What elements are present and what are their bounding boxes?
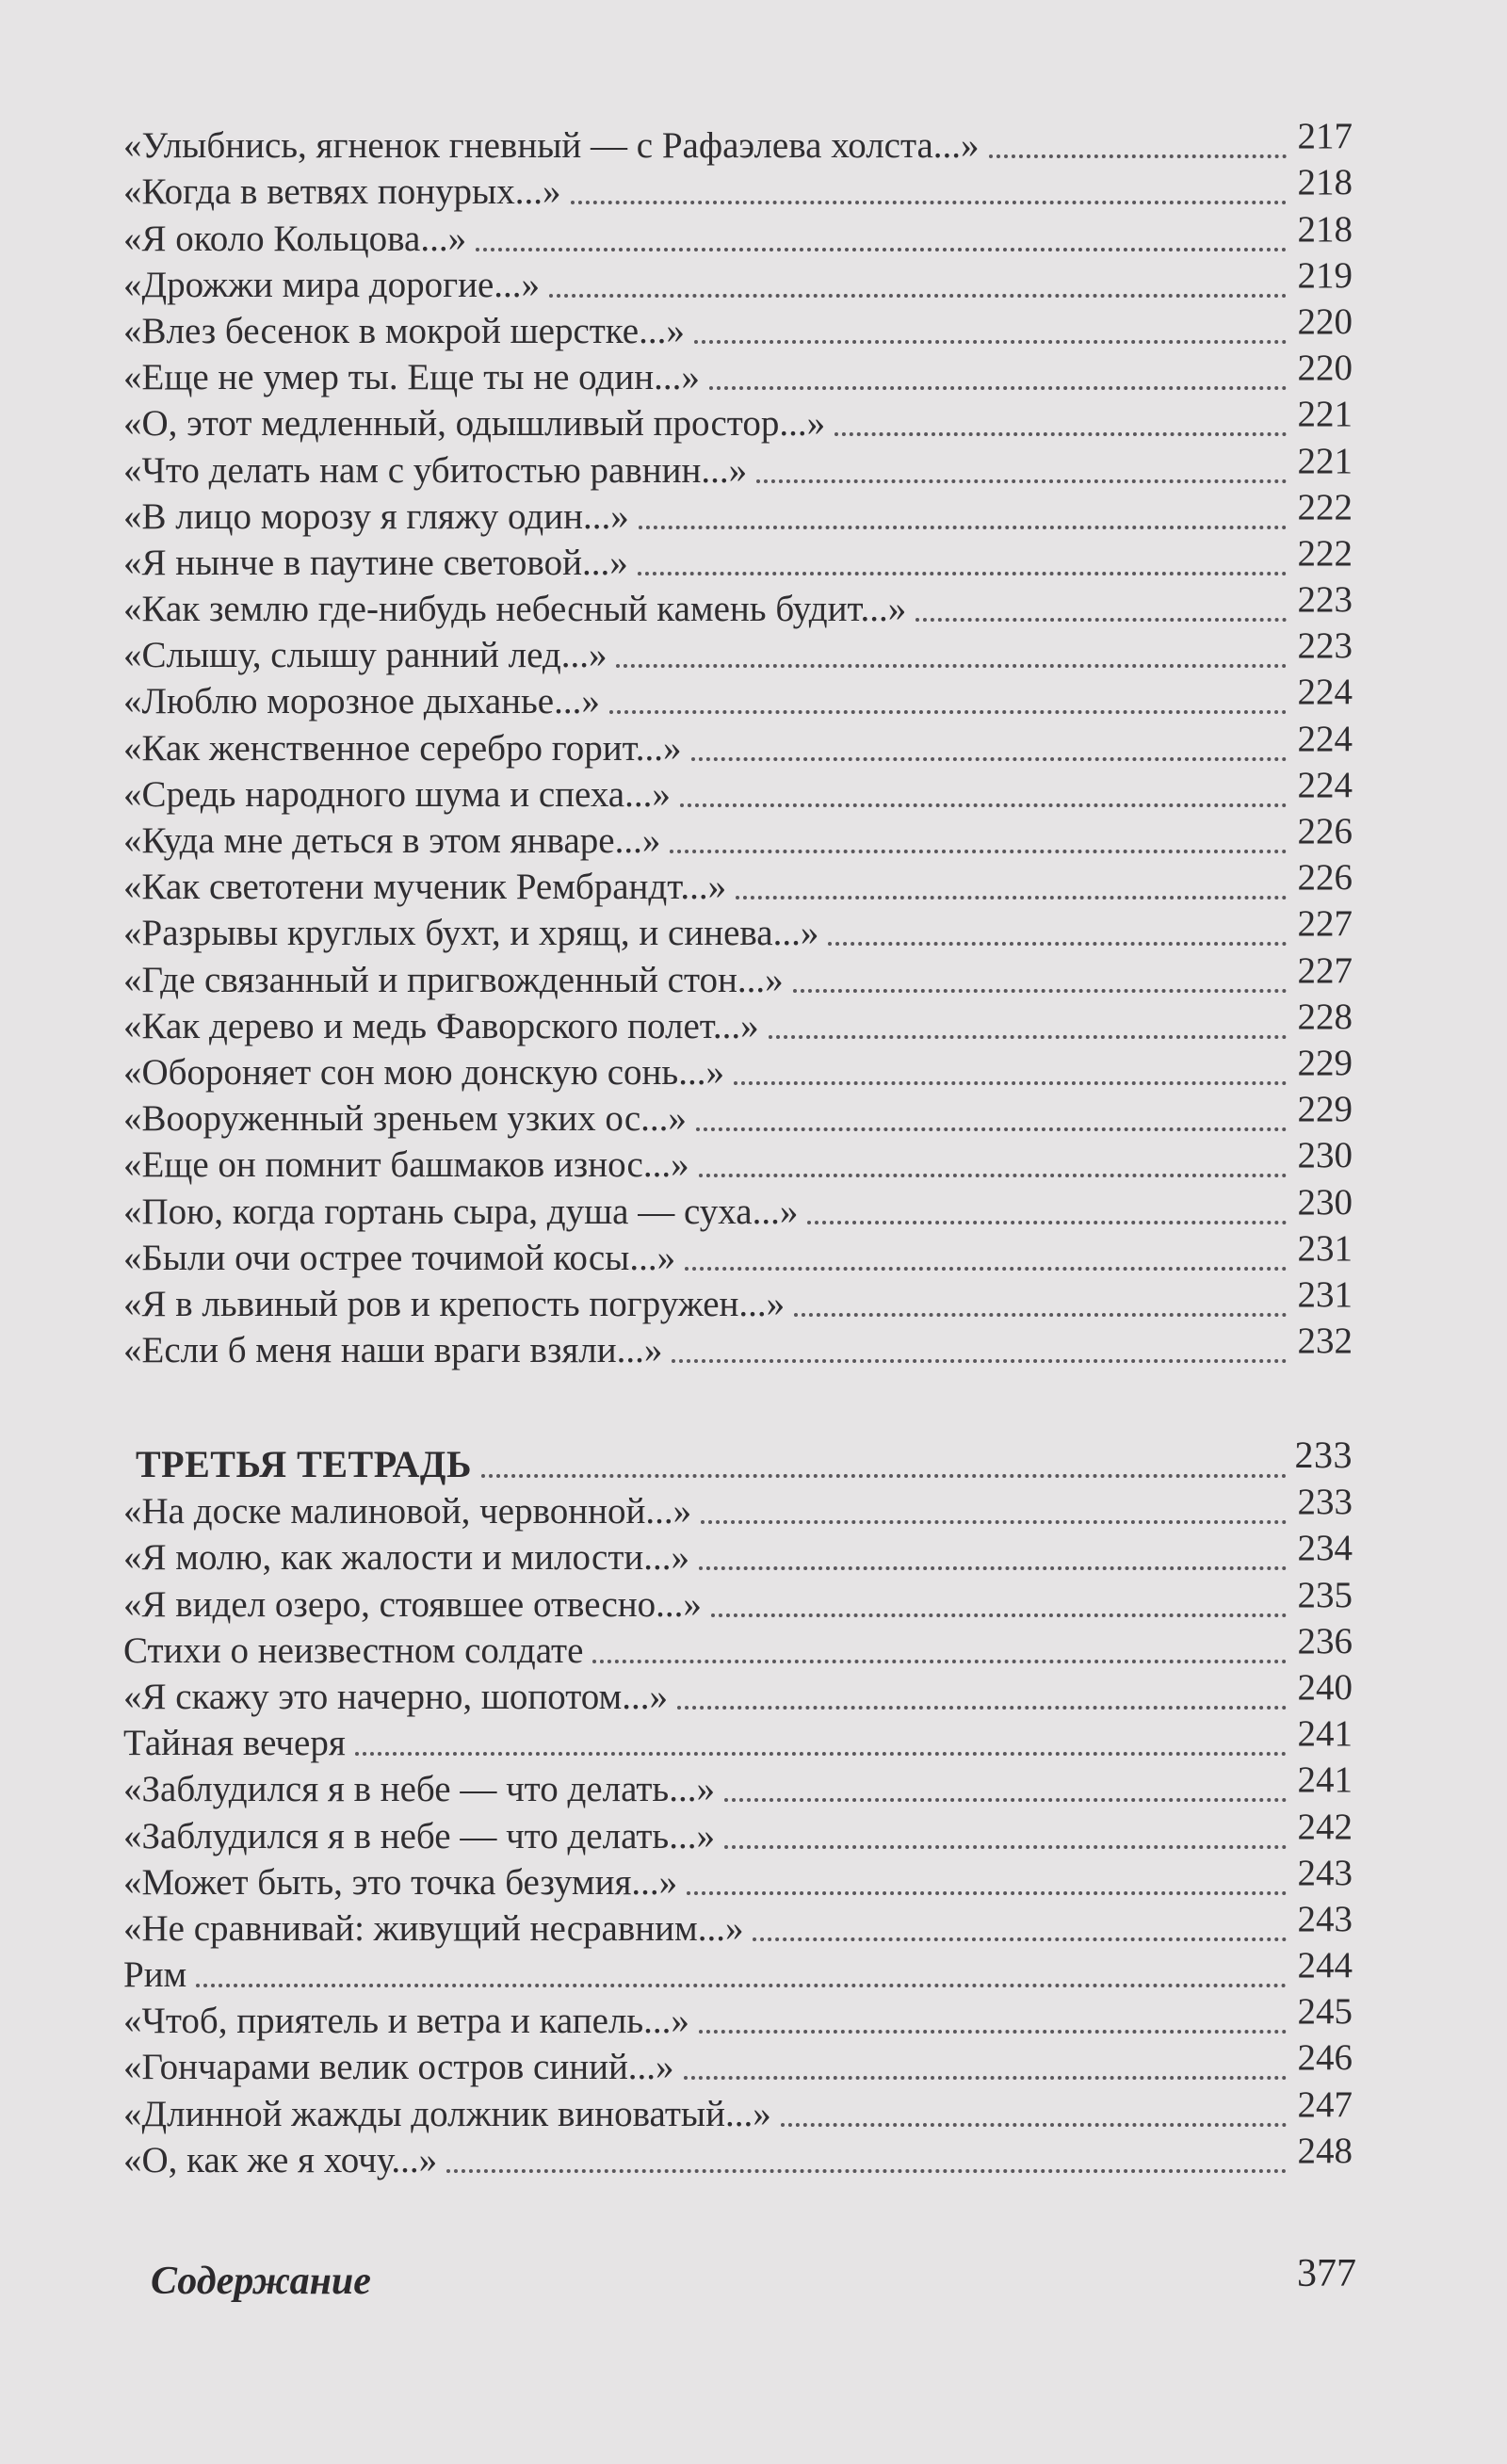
- toc-entry-title: «Может быть, это точка безумия...»: [123, 1861, 678, 1903]
- dot-leader: [699, 1566, 1287, 1570]
- dot-leader: [677, 1706, 1287, 1710]
- dot-leader: [696, 1127, 1287, 1131]
- toc-entry-page: 247: [1297, 2083, 1353, 2125]
- toc-entry-title: «О, как же я хочу...»: [123, 2139, 438, 2180]
- toc-entry: [121, 764, 1353, 816]
- dot-leader: [639, 526, 1287, 529]
- toc-entry-page: 234: [1297, 1528, 1353, 1569]
- toc-entry: [121, 208, 1353, 259]
- toc-entry-page: 240: [1297, 1666, 1353, 1708]
- toc-entry: [121, 254, 1353, 306]
- dot-leader: [736, 896, 1287, 900]
- toc-entry: [121, 162, 1353, 213]
- toc-entry-title: Стихи о неизвестном солдате: [123, 1629, 584, 1671]
- toc-entry-page: 227: [1297, 903, 1353, 945]
- dot-leader: [446, 2169, 1287, 2173]
- dot-leader: [828, 942, 1287, 946]
- toc-entry-title: «Длинной жажды должник виноватый...»: [123, 2093, 771, 2134]
- toc-entry-page: 244: [1297, 1945, 1353, 1986]
- toc-entry: [121, 579, 1353, 630]
- dot-leader: [672, 1359, 1287, 1363]
- toc-entry: [121, 1852, 1353, 1904]
- toc-entry-title: Тайная вечеря: [123, 1723, 346, 1764]
- toc-entry-title: «Дрожжи мира дорогие...»: [123, 264, 541, 305]
- dot-leader: [670, 850, 1287, 853]
- toc-entry-title: «Гончарами велик остров синий...»: [123, 2047, 674, 2088]
- toc-entry-title: «Я в львиный ров и крепость погружен...»: [123, 1283, 786, 1324]
- toc-entry-title: «Где связанный и пригвожденный стон...»: [123, 959, 784, 1000]
- dot-leader: [794, 1313, 1287, 1317]
- dot-leader: [196, 1984, 1287, 1987]
- toc-entry-page: 231: [1297, 1273, 1353, 1315]
- dot-leader: [571, 201, 1287, 204]
- toc-entry: [121, 949, 1353, 1000]
- toc-entry-page: 229: [1297, 1042, 1353, 1083]
- toc-entry: [121, 1482, 1353, 1532]
- dot-leader: [724, 1798, 1287, 1802]
- dot-leader: [734, 1081, 1287, 1085]
- toc-entry-page: 246: [1297, 2037, 1353, 2079]
- toc-entry-title: «На доске малиновой, червонной...»: [123, 1491, 692, 1532]
- dot-leader: [476, 248, 1287, 251]
- toc-entry-title: «Что делать нам с убитостью равнин...»: [123, 449, 748, 491]
- toc-entry-page: 223: [1297, 579, 1353, 621]
- toc-entry-title: «Люблю морозное дыханье...»: [123, 681, 600, 722]
- toc-entry-title: «Заблудился я в небе — что делать...»: [123, 1815, 715, 1856]
- toc-entry: [121, 1574, 1353, 1625]
- toc-entry-page: 242: [1297, 1806, 1353, 1847]
- toc-entry: [121, 718, 1353, 769]
- toc-entry-title: «Как дерево и медь Фаворского полет...»: [123, 1005, 759, 1046]
- toc-entry-page: 227: [1297, 949, 1353, 991]
- toc-entry-page: 241: [1297, 1759, 1353, 1801]
- toc-entry: [121, 440, 1353, 491]
- toc-entry: [121, 532, 1353, 584]
- dot-leader: [793, 989, 1287, 993]
- toc-entry-title: Рим: [123, 1954, 187, 1996]
- toc-entry-page: 235: [1297, 1574, 1353, 1615]
- dot-leader: [724, 1845, 1287, 1849]
- toc-entry-page: 248: [1297, 2130, 1353, 2171]
- toc-entry-page: 218: [1297, 162, 1353, 203]
- dot-leader: [549, 294, 1287, 298]
- toc-entry: [121, 672, 1353, 722]
- toc-entry: [121, 2130, 1353, 2181]
- dot-leader: [916, 618, 1287, 622]
- section-heading: [121, 1435, 1353, 1486]
- toc-entry: [121, 1759, 1353, 1810]
- toc-entry: [121, 1666, 1353, 1718]
- toc-entry: [121, 857, 1353, 908]
- toc-entry-title: «Как женственное серебро горит...»: [123, 727, 682, 769]
- toc-entry: [121, 1713, 1353, 1764]
- toc-entry-page: 220: [1297, 348, 1353, 389]
- toc-entry-page: 222: [1297, 486, 1353, 527]
- toc-entry-title: «Влез бесенок в мокрой шерстке...»: [123, 310, 685, 351]
- toc-entry-page: 236: [1297, 1620, 1353, 1662]
- dot-leader: [481, 1474, 1287, 1478]
- dot-leader: [638, 572, 1287, 575]
- toc-entry: [121, 300, 1353, 352]
- toc-entry-title: «Я около Кольцова...»: [123, 218, 467, 259]
- toc-entry-title: «Средь народного шума и спеха...»: [123, 773, 671, 815]
- toc-entry: [121, 1273, 1353, 1325]
- toc-entry: [121, 1898, 1353, 1950]
- toc-entry-page: 228: [1297, 996, 1353, 1037]
- running-footer-title: Содержание: [151, 2260, 371, 2303]
- toc-entry: [121, 2037, 1353, 2088]
- toc-list-part-two: [121, 1435, 1353, 2181]
- toc-list-part-one: [121, 116, 1353, 1371]
- toc-entry-title: «В лицо морозу я гляжу один...»: [123, 495, 629, 537]
- toc-entry-page: 223: [1297, 625, 1353, 667]
- toc-entry-page: 243: [1297, 1898, 1353, 1939]
- toc-entry-page: 232: [1297, 1321, 1353, 1362]
- toc-entry: [121, 1089, 1353, 1140]
- toc-entry-page: 226: [1297, 811, 1353, 851]
- toc-entry-page: 241: [1297, 1713, 1353, 1755]
- toc-entry: [121, 348, 1353, 398]
- toc-entry: [121, 1181, 1353, 1232]
- toc-entry-page: 229: [1297, 1089, 1353, 1130]
- toc-entry-page: 230: [1297, 1181, 1353, 1223]
- toc-entry-title: «Не сравнивай: живущий несравним...»: [123, 1907, 744, 1949]
- toc-entry: [121, 903, 1353, 954]
- dot-leader: [709, 386, 1287, 390]
- dot-leader: [699, 2030, 1287, 2034]
- toc-entry-title: «Я видел озеро, стоявшее отвесно...»: [123, 1583, 702, 1625]
- dot-leader: [807, 1221, 1287, 1224]
- dot-leader: [835, 432, 1287, 436]
- dot-leader: [711, 1613, 1287, 1617]
- toc-entry-page: 221: [1297, 440, 1353, 481]
- dot-leader: [756, 479, 1287, 483]
- toc-entry-page: 217: [1297, 116, 1353, 157]
- toc-entry-page: 224: [1297, 718, 1353, 759]
- section-heading-page: 233: [1294, 1434, 1353, 1476]
- toc-entry-page: 233: [1297, 1482, 1353, 1523]
- dot-leader: [355, 1752, 1287, 1756]
- toc-entry-title: «Я молю, как жалости и милости...»: [123, 1537, 689, 1579]
- toc-entry: [121, 1321, 1353, 1371]
- toc-entry-page: 226: [1297, 857, 1353, 899]
- toc-entry-title: «Когда в ветвях понурых...»: [123, 171, 561, 213]
- toc-entry-page: 218: [1297, 208, 1353, 250]
- toc-entry-page: 231: [1297, 1227, 1353, 1269]
- toc-entry-title: «Я скажу это начерно, шопотом...»: [123, 1676, 668, 1717]
- toc-entry: [121, 116, 1353, 167]
- toc-entry-title: «Пою, когда гортань сыра, душа — суха...»: [123, 1191, 799, 1232]
- toc-entry-page: 219: [1297, 254, 1353, 296]
- dot-leader: [687, 1891, 1287, 1895]
- toc-entry-title: «Разрывы круглых бухт, и хрящ, и синева...»: [123, 913, 819, 954]
- dot-leader: [592, 1660, 1287, 1663]
- toc-entry-title: «Были очи острее точимой косы...»: [123, 1237, 676, 1278]
- toc-entry-page: 230: [1297, 1135, 1353, 1176]
- toc-entry-title: «Улыбнись, ягненок гневный — с Рафаэлева холста...»: [123, 125, 980, 167]
- toc-entry-page: 245: [1297, 1991, 1353, 2033]
- toc-entry-title: «Как светотени мученик Рембрандт...»: [123, 867, 727, 908]
- toc-entry: [121, 1945, 1353, 1996]
- toc-entry-title: «Заблудился я в небе — что делать...»: [123, 1769, 715, 1810]
- toc-entry: [121, 1135, 1353, 1186]
- toc-entry-title: «Еще он помнит башмаков износ...»: [123, 1144, 689, 1186]
- toc-entry-title: «Чтоб, приятель и ветра и капель...»: [123, 2001, 689, 2042]
- toc-entry: [121, 1806, 1353, 1856]
- toc-entry-page: 220: [1297, 300, 1353, 342]
- dot-leader: [781, 2123, 1287, 2127]
- toc-entry: [121, 1042, 1353, 1094]
- page-number: 377: [1297, 2252, 1356, 2295]
- dot-leader: [753, 1937, 1287, 1941]
- toc-entry-title: «Вооруженный зреньем узких ос...»: [123, 1098, 687, 1140]
- dot-leader: [609, 710, 1287, 714]
- dot-leader: [616, 664, 1287, 668]
- toc-entry: [121, 1991, 1353, 2042]
- dot-leader: [694, 340, 1287, 344]
- toc-entry-page: 221: [1297, 394, 1353, 435]
- toc-entry-page: 224: [1297, 764, 1353, 805]
- dot-leader: [680, 803, 1287, 807]
- toc-entry-title: «Как землю где-нибудь небесный камень будит...»: [123, 589, 907, 630]
- dot-leader: [989, 154, 1287, 158]
- dot-leader: [699, 1174, 1287, 1177]
- toc-entry: [121, 1227, 1353, 1279]
- toc-entry: [121, 996, 1353, 1047]
- toc-entry-page: 224: [1297, 672, 1353, 713]
- toc-entry-page: 243: [1297, 1852, 1353, 1893]
- toc-entry-title: «Слышу, слышу ранний лед...»: [123, 635, 608, 676]
- toc-entry: [121, 811, 1353, 862]
- toc-entry-title: «Обороняет сон мою донскую сонь...»: [123, 1051, 724, 1093]
- dot-leader: [684, 2076, 1287, 2080]
- toc-entry: [121, 625, 1353, 676]
- toc-entry-title: «Если б меня наши враги взяли...»: [123, 1330, 663, 1371]
- toc-entry: [121, 394, 1353, 445]
- toc-entry: [121, 2083, 1353, 2134]
- toc-entry: [121, 1620, 1353, 1672]
- toc-entry-title: «Я нынче в паутине световой...»: [123, 542, 628, 583]
- dot-leader: [701, 1520, 1287, 1524]
- toc-entry-page: 222: [1297, 532, 1353, 574]
- dot-leader: [685, 1267, 1287, 1271]
- section-heading-title: ТРЕТЬЯ ТЕТРАДЬ: [136, 1443, 472, 1485]
- dot-leader: [769, 1035, 1287, 1039]
- toc-entry-title: «Еще не умер ты. Еще ты не один...»: [123, 357, 700, 398]
- dot-leader: [691, 757, 1287, 761]
- toc-entry-title: «О, этот медленный, одышливый простор...»: [123, 403, 826, 445]
- toc-entry: [121, 486, 1353, 538]
- toc-entry-title: «Куда мне деться в этом январе...»: [123, 820, 661, 861]
- toc-entry: [121, 1528, 1353, 1579]
